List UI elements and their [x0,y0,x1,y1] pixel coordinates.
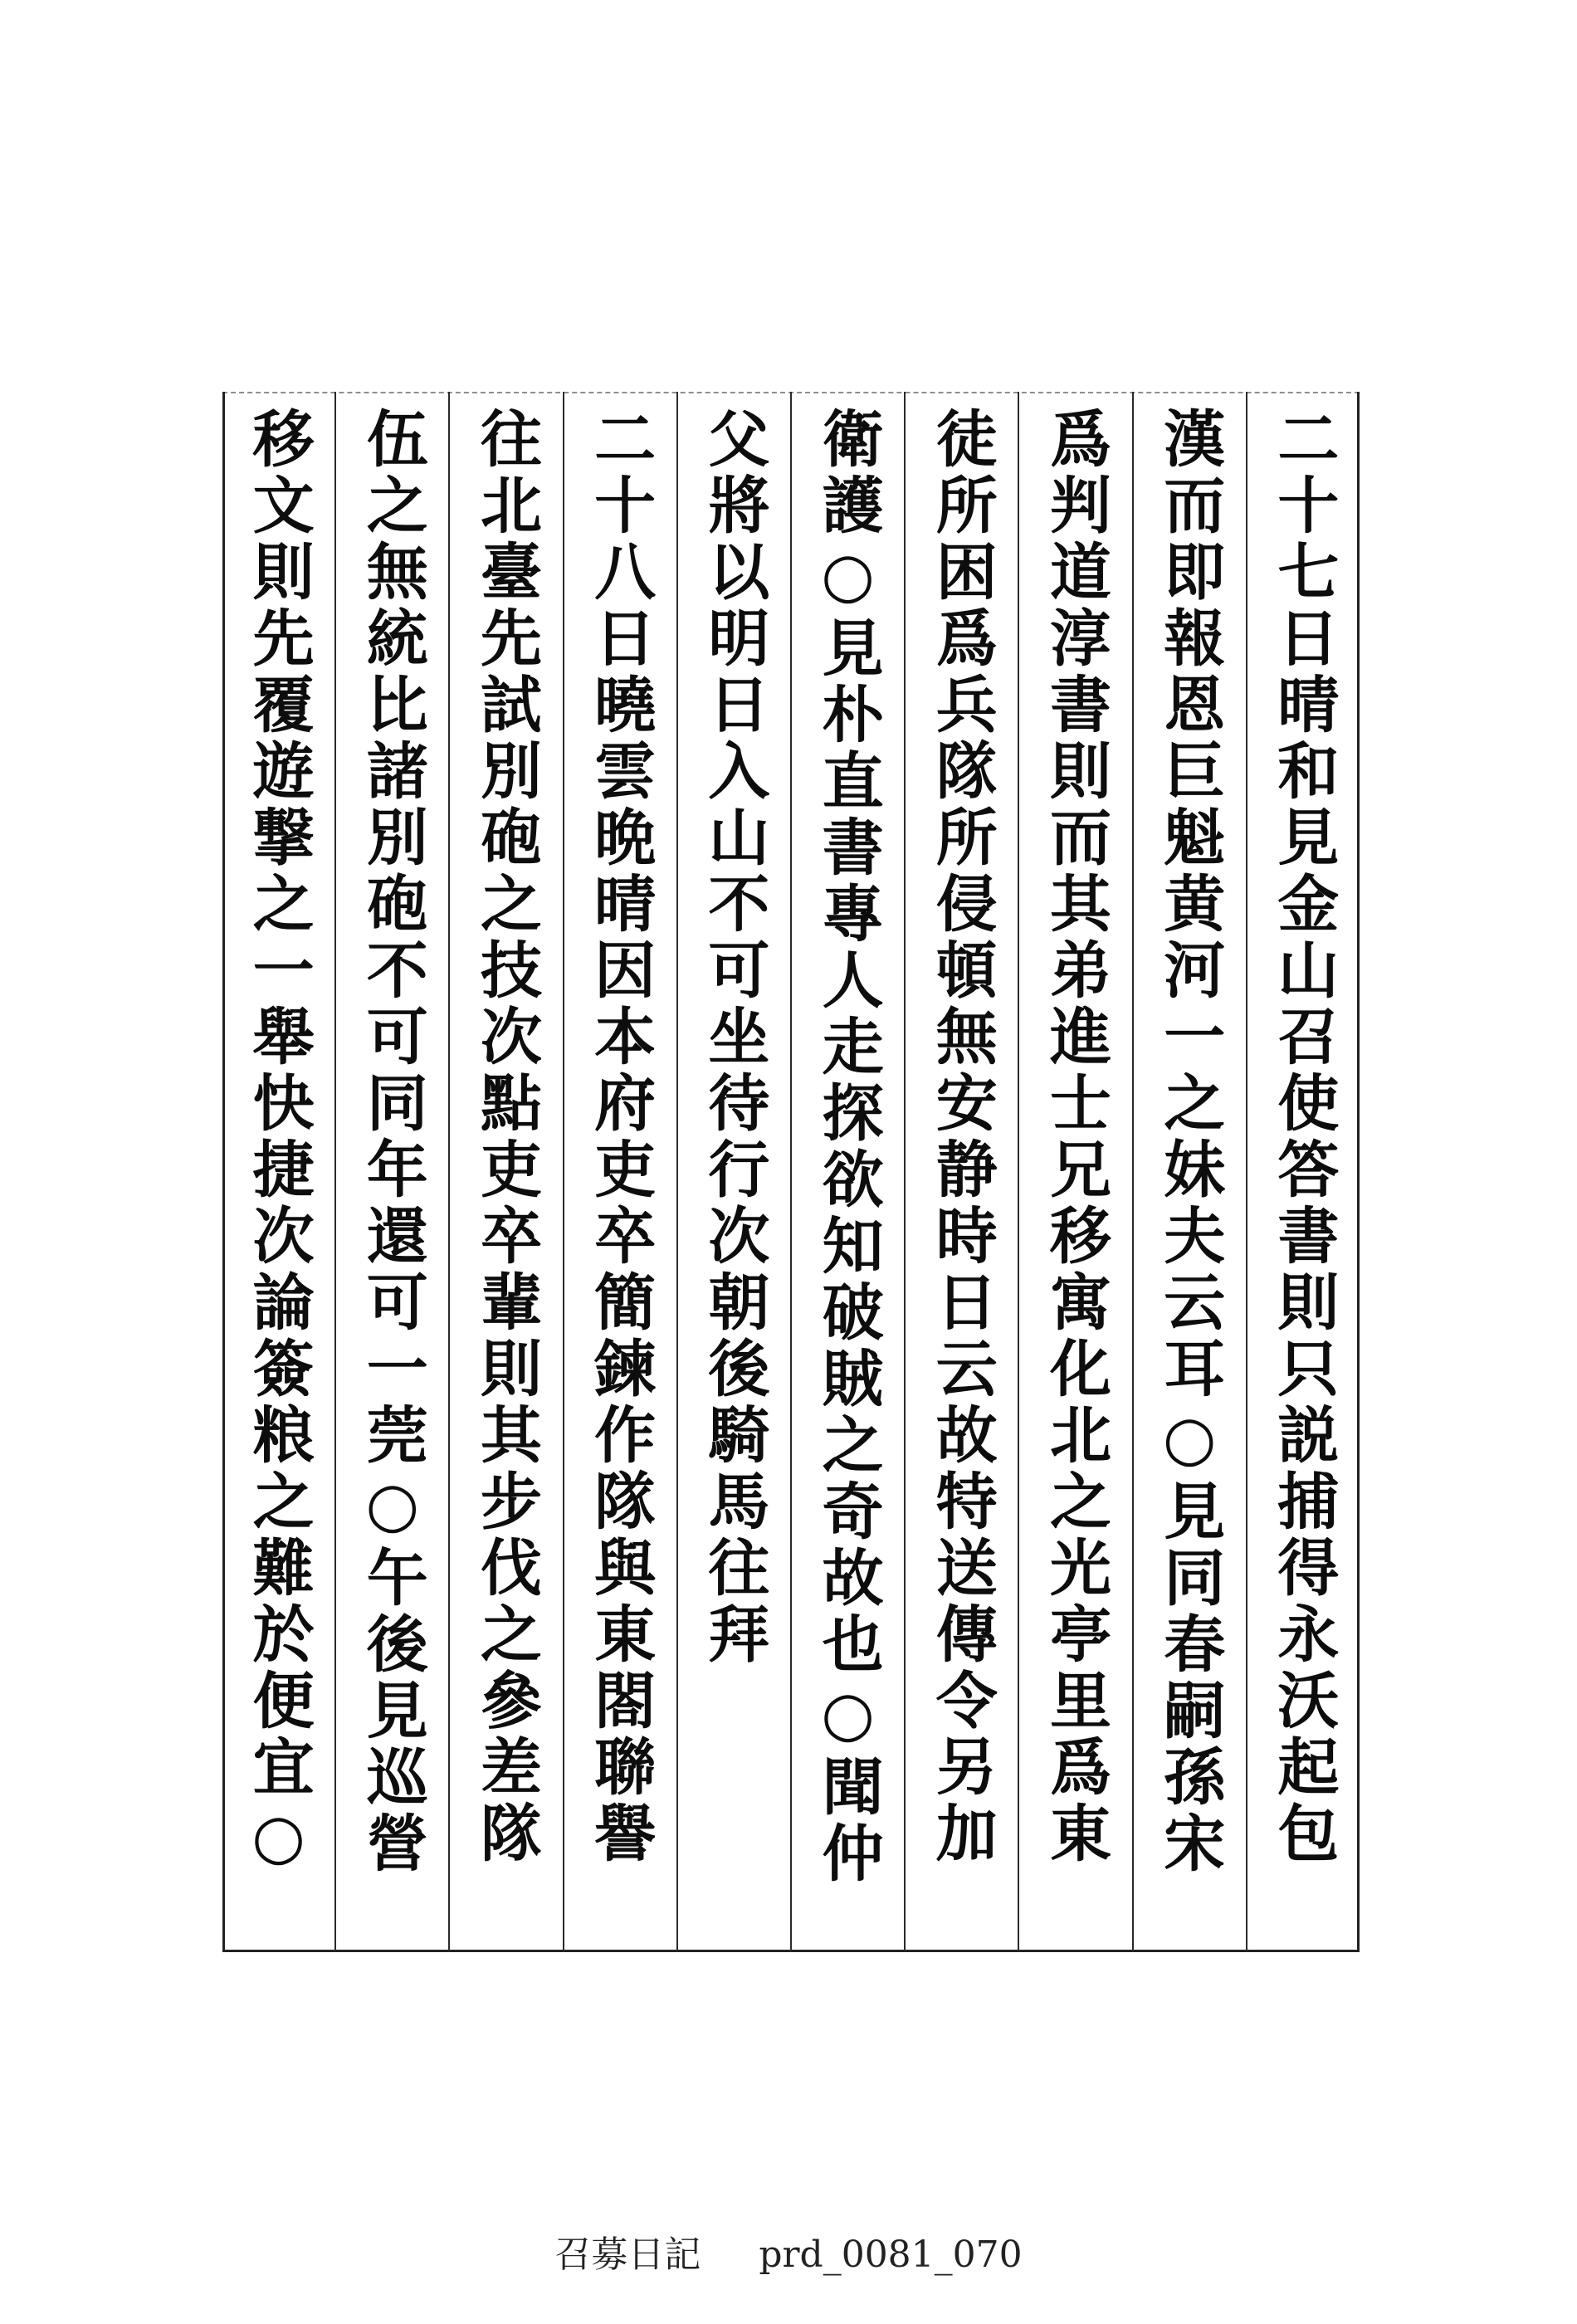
column-text: 往北臺先試別砲之技次點吏卒輩則其步伐之參差隊 [470,407,542,1868]
text-columns [222,392,1360,1952]
text-column-4 [906,392,1019,1952]
text-column-3 [1019,392,1133,1952]
column-text: 漢而即報恩巨魁黄河一之妹夫云耳○見同春嗣孫宋 [1154,407,1226,1877]
footer-code: prd_0081_070 [759,2234,1023,2276]
column-text: 二十八日曉雲晩晴因本府吏卒簡鍊作隊與東閤聯譽 [584,407,657,1868]
text-column-6 [678,392,792,1952]
column-text: 伍之無統比諸別砲不可同年還可一莞○午後見巡營 [356,407,428,1877]
text-column-2 [1134,392,1247,1952]
column-text: 徒所困爲兵隊所侵頓無安静時日云故特送傳令另加 [925,407,998,1868]
column-text: 父將以明日入山不可坐待行次朝後騎馬往拜 [698,407,770,1668]
column-text: 二十七日晴和見金山召使答書則只説捕得永沃起包 [1267,407,1340,1868]
page-footer [0,2224,1577,2278]
column-text: 移文則先覆遊撃之一舉快捷次論簽粮之難於便宜○ [242,407,315,1877]
column-text: 爲判道淳書則而其弟進士兄移寓化北之光亭里爲東 [1039,407,1111,1868]
text-column-5 [792,392,906,1952]
text-column-1 [1247,392,1360,1952]
manuscript-page [222,392,1360,1952]
text-column-8 [450,392,564,1952]
text-column-10 [222,392,336,1952]
footer-title: 召募日記 [554,2234,701,2276]
column-text: 衛護○見朴直書專人走探欲知破賊之奇故也○聞仲 [812,407,884,1887]
text-column-9 [336,392,450,1952]
text-column-7 [564,392,678,1952]
